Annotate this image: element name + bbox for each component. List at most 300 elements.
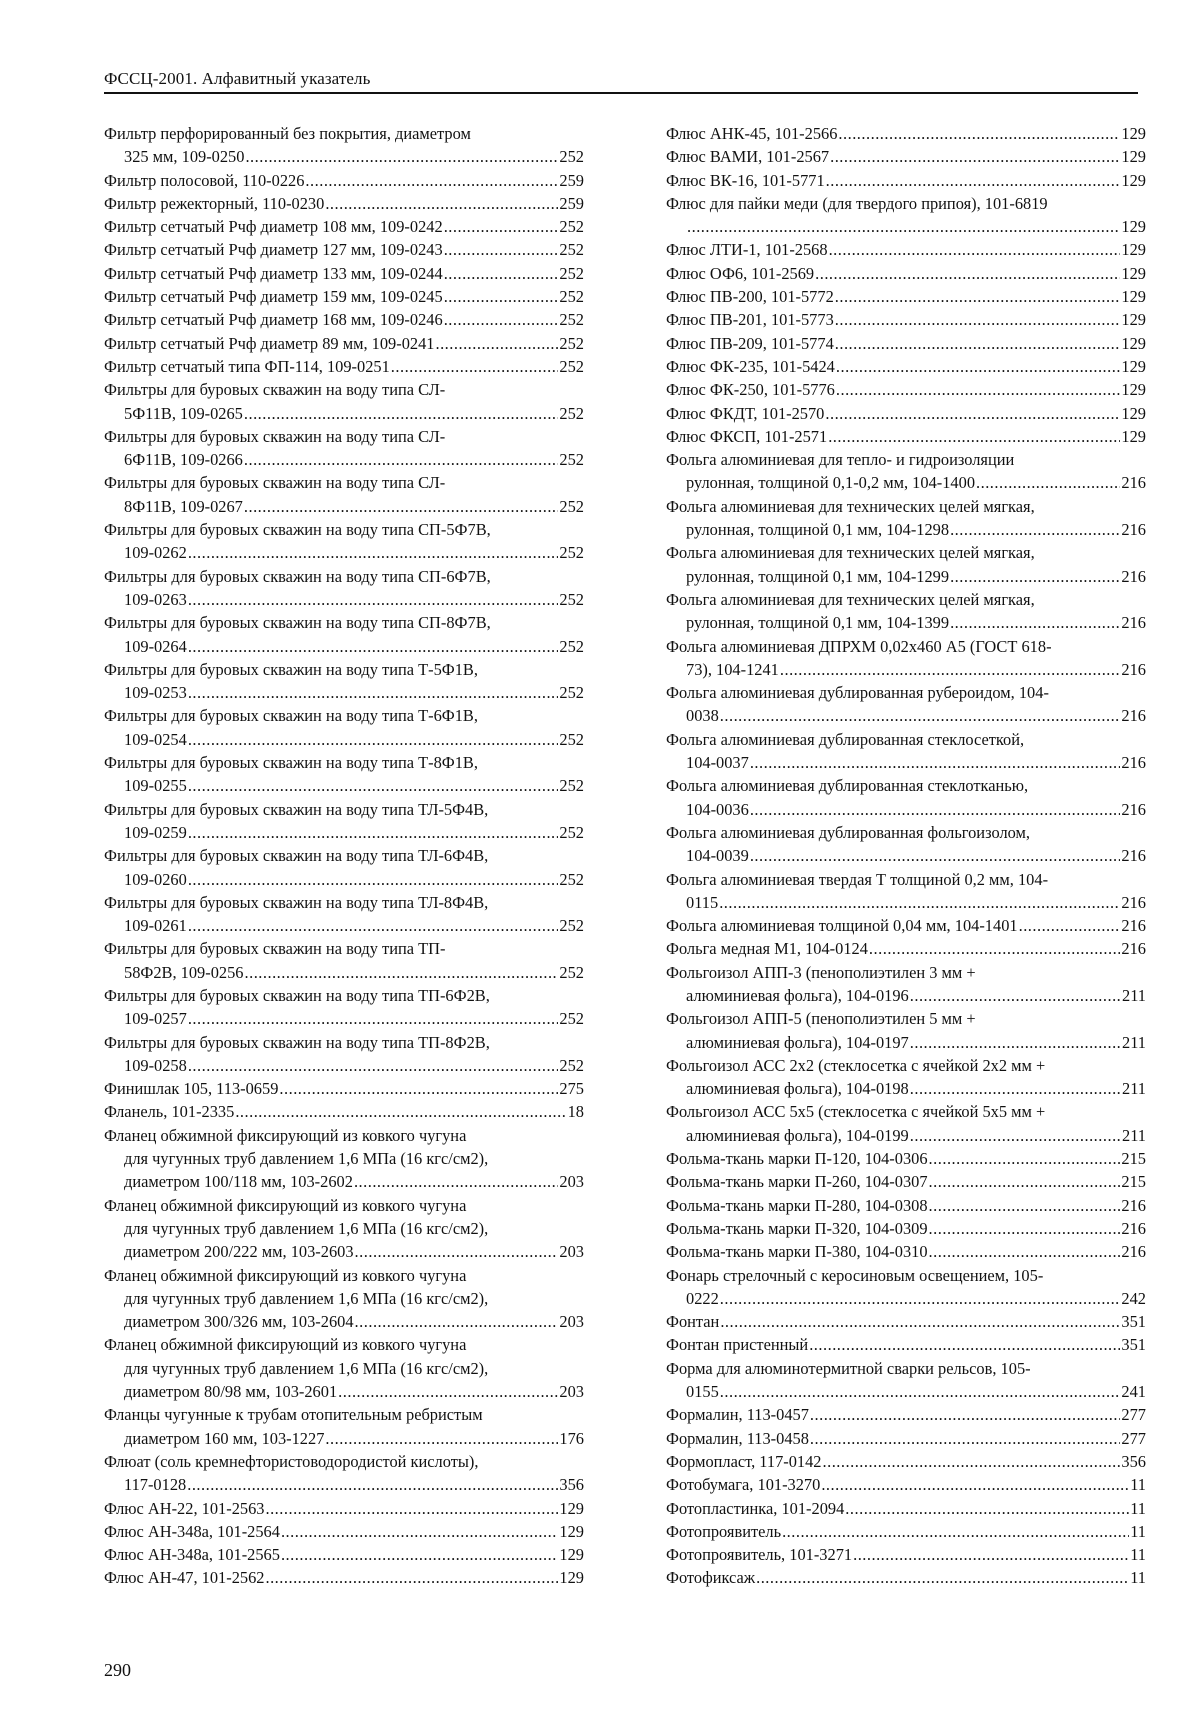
entry-page-number: 252 — [559, 450, 584, 470]
dot-leader — [720, 1310, 1120, 1333]
entry-page-number: 252 — [559, 962, 584, 982]
entry-text: Фланец обжимной фиксирующий из ковкого чугуна — [104, 1125, 467, 1145]
entry-page-number: 211 — [1122, 1125, 1146, 1145]
index-entry — [104, 984, 584, 1031]
entry-text: Флюс ФКДТ, 101-2570 — [666, 403, 825, 423]
entry-term — [104, 1333, 584, 1356]
entry-term — [666, 262, 1146, 285]
entry-page-number: 203 — [559, 1312, 584, 1332]
entry-continuation — [104, 1357, 584, 1380]
index-entry — [104, 1543, 584, 1566]
entry-continuation — [104, 402, 584, 425]
entry-page-number: 203 — [559, 1172, 584, 1192]
entry-page-number: 252 — [559, 683, 584, 703]
entry-term — [104, 1077, 584, 1100]
dot-leader — [391, 355, 559, 378]
entry-text: 109-0254 — [124, 729, 187, 749]
dot-leader — [188, 821, 559, 844]
running-header — [104, 68, 1138, 94]
index-entry — [666, 588, 1146, 635]
dot-leader — [245, 145, 558, 168]
entry-term — [666, 1427, 1146, 1450]
index-entry — [104, 751, 584, 798]
dot-leader — [750, 844, 1121, 867]
entry-text: 109-0259 — [124, 822, 187, 842]
entry-continuation — [666, 1287, 1146, 1310]
index-entry — [104, 169, 584, 192]
index-entry — [104, 518, 584, 565]
dot-leader — [809, 1333, 1120, 1356]
entry-text: Флюс ОФ6, 101-2569 — [666, 263, 815, 283]
entry-text: диаметром 80/98 мм, 103-2601 — [124, 1382, 338, 1402]
entry-page-number: 351 — [1121, 1335, 1146, 1355]
entry-page-number: 215 — [1121, 1172, 1146, 1192]
index-entry — [666, 285, 1146, 308]
entry-text: Фильтры для буровых скважин на воду типа ТП- — [104, 939, 446, 959]
entry-text: Фольга алюминиевая твердая Т толщиной 0,2 мм, 104- — [666, 869, 1049, 889]
entry-text: Фильтры для буровых скважин на воду типа СП-8Ф7В, — [104, 613, 491, 633]
header-title: ФССЦ-2001. Алфавитный указатель — [104, 69, 371, 88]
entry-term — [666, 1194, 1146, 1217]
dot-leader — [338, 1380, 558, 1403]
index-entry — [104, 355, 584, 378]
entry-term — [666, 1240, 1146, 1263]
entry-text: Флюс ВАМИ, 101-2567 — [666, 147, 830, 167]
entry-text: Фильтр перфорированный без покрытия, диаметром — [104, 124, 471, 143]
entry-text: Фильтры для буровых скважин на воду типа Т-6Ф1В, — [104, 706, 478, 726]
entry-text: Фольга алюминиевая для технических целей мягкая, — [666, 543, 1035, 563]
index-entry — [104, 1403, 584, 1450]
index-entry — [666, 1054, 1146, 1101]
entry-term — [666, 1264, 1146, 1287]
entry-continuation — [666, 611, 1146, 634]
index-entry — [104, 658, 584, 705]
dot-leader — [279, 1077, 558, 1100]
index-entry — [666, 169, 1146, 192]
entry-term — [104, 1124, 584, 1147]
entry-text: для чугунных труб давлением 1,6 МПа (16 кгс/см2), — [124, 1218, 489, 1238]
entry-text: диаметром 200/222 мм, 103-2603 — [124, 1242, 354, 1262]
entry-continuation — [104, 1054, 584, 1077]
entry-text: Фильтры для буровых скважин на воду типа Т-5Ф1В, — [104, 659, 478, 679]
entry-text: 73), 104-1241 — [686, 659, 779, 679]
entry-text: Форма для алюминотермитной сварки рельсов, 105- — [666, 1358, 1031, 1378]
dot-leader — [719, 891, 1120, 914]
dot-leader — [950, 518, 1120, 541]
entry-text: Флюс АНК-45, 101-2566 — [666, 124, 838, 143]
index-entry — [666, 1147, 1146, 1170]
entry-text: Фольгоизол АПП-5 (пенополиэтилен 5 мм + — [666, 1009, 976, 1029]
entry-text: Фильтр сетчатый Рчф диаметр 89 мм, 109-0241 — [104, 333, 435, 353]
index-entry — [666, 425, 1146, 448]
entry-term — [666, 355, 1146, 378]
index-entry — [666, 1566, 1146, 1589]
entry-text: Формалин, 113-0458 — [666, 1428, 809, 1448]
entry-page-number: 211 — [1122, 1032, 1146, 1052]
dot-leader — [835, 308, 1121, 331]
index-entry — [104, 285, 584, 308]
entry-text: Фланец обжимной фиксирующий из ковкого чугуна — [104, 1195, 467, 1215]
entry-term — [666, 495, 1146, 518]
index-entry — [666, 122, 1146, 145]
entry-page-number: 252 — [559, 1009, 584, 1029]
entry-text: Фланец обжимной фиксирующий из ковкого чугуна — [104, 1335, 467, 1355]
dot-leader — [354, 1170, 558, 1193]
index-entry — [666, 937, 1146, 960]
entry-term — [666, 1217, 1146, 1240]
dot-leader — [830, 145, 1120, 168]
entry-text: Формопласт, 117-0142 — [666, 1451, 822, 1471]
index-entry — [666, 1427, 1146, 1450]
entry-text: 109-0255 — [124, 776, 187, 796]
index-entry — [104, 192, 584, 215]
dot-leader — [815, 262, 1120, 285]
dot-leader — [720, 704, 1121, 727]
entry-term — [666, 1147, 1146, 1170]
entry-text: Фольгоизол АСС 2х2 (стеклосетка с ячейкой 2х2 мм + — [666, 1055, 1046, 1075]
dot-leader — [823, 1450, 1121, 1473]
entry-continuation — [104, 1170, 584, 1193]
dot-leader — [281, 1520, 558, 1543]
entry-text: Флюс ПВ-200, 101-5772 — [666, 287, 834, 307]
entry-page-number: 252 — [559, 1055, 584, 1075]
entry-text: Фильтры для буровых скважин на воду типа ТП-8Ф2В, — [104, 1032, 490, 1052]
entry-text: диаметром 160 мм, 103-1227 — [124, 1428, 325, 1448]
entry-page-number: 11 — [1130, 1568, 1146, 1588]
entry-text: Фольга алюминиевая дублированная фольгоизолом, — [666, 822, 1030, 842]
entry-page-number: 216 — [1121, 916, 1146, 936]
entry-term — [666, 821, 1146, 844]
entry-term — [666, 1333, 1146, 1356]
dot-leader — [828, 425, 1120, 448]
dot-leader — [188, 774, 559, 797]
entry-term — [104, 891, 584, 914]
index-entry — [666, 1403, 1146, 1426]
entry-page-number: 216 — [1121, 566, 1146, 586]
index-entry — [104, 1520, 584, 1543]
entry-term — [666, 285, 1146, 308]
entry-term — [104, 238, 584, 261]
entry-term — [104, 1403, 584, 1426]
entry-page-number: 211 — [1122, 1079, 1146, 1099]
entry-continuation — [104, 774, 584, 797]
entry-page-number: 129 — [559, 1498, 584, 1518]
entry-text: 104-0039 — [686, 846, 749, 866]
entry-page-number: 216 — [1121, 473, 1146, 493]
index-entry — [104, 122, 584, 169]
entry-page-number: 252 — [559, 217, 584, 237]
entry-text: 58Ф2В, 109-0256 — [124, 962, 244, 982]
entry-text: Фильтры для буровых скважин на воду типа СЛ- — [104, 473, 446, 493]
entry-term — [666, 961, 1146, 984]
dot-leader — [950, 611, 1120, 634]
entry-term — [666, 308, 1146, 331]
index-entry — [666, 378, 1146, 401]
dot-leader — [910, 1077, 1121, 1100]
index-entry — [104, 1497, 584, 1520]
index-entry — [666, 868, 1146, 915]
entry-text: Флюс для пайки меди (для твердого припоя), 101-6819 — [666, 193, 1048, 213]
entry-continuation — [666, 891, 1146, 914]
entry-term — [666, 122, 1146, 145]
index-entry — [666, 192, 1146, 239]
index-entry — [666, 308, 1146, 331]
entry-page-number: 216 — [1121, 1195, 1146, 1215]
entry-text: Фотопроявитель, 101-3271 — [666, 1545, 853, 1565]
dot-leader — [836, 378, 1121, 401]
entry-continuation — [104, 541, 584, 564]
entry-page-number: 252 — [559, 287, 584, 307]
index-entry — [666, 1240, 1146, 1263]
index-entry — [104, 1450, 584, 1497]
dot-leader — [244, 402, 559, 425]
entry-text: Фильтры для буровых скважин на воду типа ТП-6Ф2В, — [104, 985, 490, 1005]
entry-text: Фильтры для буровых скважин на воду типа СЛ- — [104, 426, 446, 446]
entry-term — [104, 518, 584, 541]
entry-page-number: 129 — [1121, 356, 1146, 376]
entry-page-number: 216 — [1121, 613, 1146, 633]
index-entry — [104, 1333, 584, 1403]
entry-term — [104, 704, 584, 727]
entry-text: Фильтр сетчатый Рчф диаметр 108 мм, 109-0242 — [104, 217, 443, 237]
dot-leader — [869, 937, 1120, 960]
entry-page-number: 129 — [1121, 310, 1146, 330]
index-entry — [104, 1566, 584, 1589]
entry-text: Фотопроявитель — [666, 1521, 782, 1541]
index-entry — [666, 541, 1146, 588]
index-entry — [666, 402, 1146, 425]
dot-leader — [782, 1520, 1129, 1543]
dot-leader — [355, 1240, 559, 1263]
entry-page-number: 11 — [1130, 1521, 1146, 1541]
index-entry — [104, 238, 584, 261]
index-entry — [104, 308, 584, 331]
index-entry — [104, 471, 584, 518]
dot-leader — [235, 1100, 566, 1123]
entry-continuation — [104, 495, 584, 518]
entry-text: Флюс ЛТИ-1, 101-2568 — [666, 240, 828, 260]
entry-text: Фольма-ткань марки П-120, 104-0306 — [666, 1149, 928, 1169]
entry-term — [104, 425, 584, 448]
entry-text: рулонная, толщиной 0,1 мм, 104-1399 — [686, 613, 950, 633]
index-entry — [666, 448, 1146, 495]
index-entry — [104, 937, 584, 984]
entry-text: Фольма-ткань марки П-380, 104-0310 — [666, 1242, 928, 1262]
entry-text: Фильтр сетчатый Рчф диаметр 127 мм, 109-0243 — [104, 240, 443, 260]
dot-leader — [188, 541, 559, 564]
entry-text: Фольга алюминиевая для тепло- и гидроизоляции — [666, 450, 1015, 470]
entry-page-number: 11 — [1130, 1475, 1146, 1495]
dot-leader — [720, 1380, 1121, 1403]
dot-leader — [821, 1473, 1129, 1496]
index-entry — [666, 495, 1146, 542]
page-number: 290 — [104, 1660, 131, 1680]
entry-page-number: 203 — [559, 1382, 584, 1402]
entry-text: Фонарь стрелочный с керосиновым освещением, 105- — [666, 1265, 1044, 1285]
entry-page-number: 216 — [1121, 659, 1146, 679]
index-entry — [104, 1077, 584, 1100]
entry-text: Фильтр полосовой, 110-0226 — [104, 170, 305, 190]
entry-term — [104, 565, 584, 588]
entry-text: Фотобумага, 101-3270 — [666, 1475, 821, 1495]
dot-leader — [435, 332, 558, 355]
entry-text: Фильтры для буровых скважин на воду типа ТЛ-8Ф4В, — [104, 892, 489, 912]
entry-text: Флюс АН-348а, 101-2564 — [104, 1521, 280, 1541]
index-entry — [666, 1357, 1146, 1404]
entry-page-number: 216 — [1121, 1218, 1146, 1238]
entry-text: 8Ф11В, 109-0267 — [124, 496, 243, 516]
entry-continuation — [104, 914, 584, 937]
entry-text: Фольма-ткань марки П-280, 104-0308 — [666, 1195, 928, 1215]
index-entry — [666, 728, 1146, 775]
entry-text: 6Ф11В, 109-0266 — [124, 450, 243, 470]
entry-term — [666, 1310, 1146, 1333]
entry-continuation — [104, 1147, 584, 1170]
entry-page-number: 129 — [1121, 240, 1146, 260]
entry-page-number: 216 — [1121, 799, 1146, 819]
entry-text: 109-0257 — [124, 1009, 187, 1029]
dot-leader — [810, 1427, 1121, 1450]
entry-continuation — [104, 588, 584, 611]
entry-continuation — [104, 1310, 584, 1333]
entry-text: Фольга алюминиевая для технических целей мягкая, — [666, 496, 1035, 516]
entry-term — [666, 425, 1146, 448]
entry-term — [666, 402, 1146, 425]
entry-text: рулонная, толщиной 0,1-0,2 мм, 104-1400 — [686, 473, 976, 493]
index-entry — [104, 844, 584, 891]
dot-leader — [188, 588, 559, 611]
entry-page-number: 252 — [559, 589, 584, 609]
entry-page-number: 259 — [559, 193, 584, 213]
index-entry — [666, 332, 1146, 355]
entry-continuation — [666, 1077, 1146, 1100]
index-entry — [666, 1100, 1146, 1147]
entry-page-number: 356 — [1121, 1451, 1146, 1471]
entry-term — [104, 1031, 584, 1054]
dot-leader — [750, 751, 1121, 774]
entry-continuation — [104, 821, 584, 844]
index-entry — [666, 1264, 1146, 1311]
entry-page-number: 216 — [1121, 706, 1146, 726]
entry-term — [666, 192, 1146, 215]
entry-continuation — [666, 984, 1146, 1007]
entry-page-number: 242 — [1121, 1288, 1146, 1308]
dot-leader — [750, 798, 1121, 821]
dot-leader — [845, 1497, 1129, 1520]
entry-continuation — [104, 635, 584, 658]
entry-page-number: 252 — [559, 263, 584, 283]
entry-page-number: 356 — [559, 1475, 584, 1495]
entry-continuation — [666, 471, 1146, 494]
entry-page-number: 252 — [559, 916, 584, 936]
entry-term — [666, 1007, 1146, 1030]
entry-page-number: 252 — [559, 147, 584, 167]
entry-continuation — [104, 1007, 584, 1030]
dot-leader — [825, 402, 1120, 425]
index-entry — [104, 425, 584, 472]
entry-page-number: 129 — [1121, 217, 1146, 237]
index-entry — [104, 378, 584, 425]
entry-text: Фильтры для буровых скважин на воду типа Т-8Ф1В, — [104, 753, 478, 773]
entry-continuation — [666, 565, 1146, 588]
index-entry — [666, 355, 1146, 378]
entry-text: Фильтр сетчатый Рчф диаметр 168 мм, 109-0246 — [104, 310, 443, 330]
entry-term — [666, 541, 1146, 564]
entry-text: Фольгоизол АПП-3 (пенополиэтилен 3 мм + — [666, 962, 976, 982]
index-entry — [104, 565, 584, 612]
entry-page-number: 129 — [559, 1568, 584, 1588]
entry-continuation — [666, 798, 1146, 821]
index-entry — [104, 704, 584, 751]
index-entry — [666, 1543, 1146, 1566]
entry-continuation — [104, 681, 584, 704]
entry-text: 325 мм, 109-0250 — [124, 147, 245, 167]
entry-text: Флюат (соль кремнефтористоводородистой кислоты), — [104, 1451, 479, 1471]
entry-text: Флюс ВК-16, 101-5771 — [666, 170, 825, 190]
index-entry — [666, 1333, 1146, 1356]
entry-text: Фольга алюминиевая ДПРХМ 0,02х460 А5 (ГОСТ 618- — [666, 636, 1052, 656]
entry-term — [666, 728, 1146, 751]
entry-text: алюминиевая фольга), 104-0199 — [686, 1125, 909, 1145]
entry-continuation — [104, 1473, 584, 1496]
dot-leader — [950, 565, 1120, 588]
entry-page-number: 252 — [559, 333, 584, 353]
entry-continuation — [104, 868, 584, 891]
entry-page-number: 252 — [559, 776, 584, 796]
dot-leader — [245, 961, 559, 984]
dot-leader — [1019, 914, 1121, 937]
entry-text: Фильтры для буровых скважин на воду типа СП-5Ф7В, — [104, 520, 491, 540]
index-entry — [666, 262, 1146, 285]
entry-text: рулонная, толщиной 0,1 мм, 104-1298 — [686, 520, 950, 540]
entry-continuation — [666, 658, 1146, 681]
index-entry — [104, 611, 584, 658]
index-entry — [666, 1217, 1146, 1240]
entry-text: 109-0253 — [124, 683, 187, 703]
entry-page-number: 129 — [1121, 333, 1146, 353]
entry-continuation — [104, 961, 584, 984]
entry-page-number: 241 — [1121, 1382, 1146, 1402]
entry-term — [666, 448, 1146, 471]
entry-term — [666, 588, 1146, 611]
entry-page-number: 176 — [559, 1428, 584, 1448]
entry-text: 104-0037 — [686, 753, 749, 773]
entry-term — [666, 1170, 1146, 1193]
entry-term — [666, 937, 1146, 960]
dot-leader — [929, 1170, 1121, 1193]
entry-term — [666, 1100, 1146, 1123]
dot-leader — [444, 262, 559, 285]
entry-text: Фольга алюминиевая дублированная стеклотканью, — [666, 776, 1029, 796]
entry-text: диаметром 300/326 мм, 103-2604 — [124, 1312, 354, 1332]
index-entry — [666, 1497, 1146, 1520]
entry-term — [104, 1520, 584, 1543]
index-entry — [104, 798, 584, 845]
entry-text: 109-0264 — [124, 636, 187, 656]
entry-term — [666, 635, 1146, 658]
entry-continuation — [104, 1240, 584, 1263]
dot-leader — [853, 1543, 1129, 1566]
entry-term — [666, 1450, 1146, 1473]
dot-leader — [188, 914, 559, 937]
entry-text: Фотопластинка, 101-2094 — [666, 1498, 845, 1518]
entry-text: Фланцы чугунные к трубам отопительным ребристым — [104, 1405, 483, 1425]
dot-leader — [325, 192, 558, 215]
entry-text: 0115 — [686, 892, 719, 912]
entry-text: Фольма-ткань марки П-260, 104-0307 — [666, 1172, 928, 1192]
entry-term — [104, 471, 584, 494]
entry-text: Флюс АН-47, 101-2562 — [104, 1568, 265, 1588]
